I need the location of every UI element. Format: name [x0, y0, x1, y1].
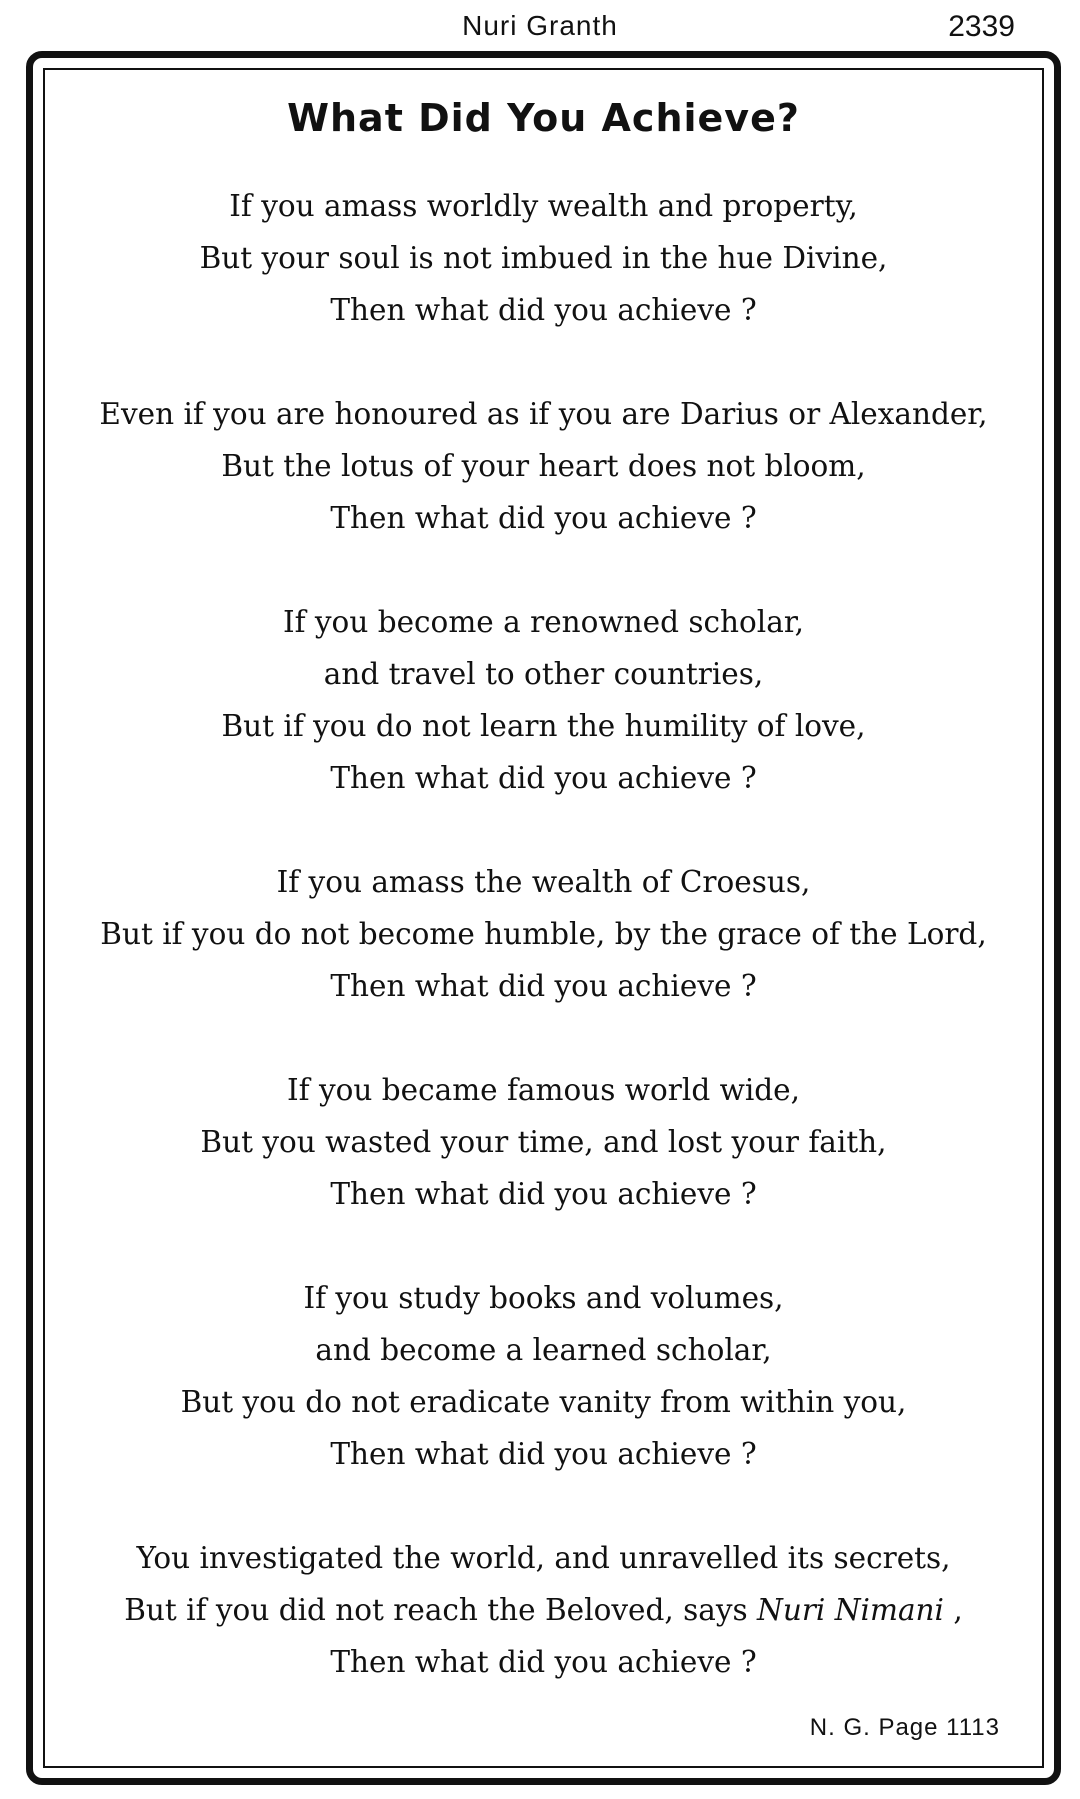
refrain-line: Then what did you achieve ? [330, 501, 757, 535]
poem-line: But the lotus of your heart does not bloom, [221, 449, 866, 483]
poem-line: But your soul is not imbued in the hue Divine, [199, 241, 888, 275]
poem-line: You investigated the world, and unravelled its secrets, [136, 1541, 951, 1575]
poem-line-text: But if you did not reach the Beloved, says [124, 1593, 748, 1627]
poem-line: But if you do not learn the humility of love, [221, 709, 866, 743]
outer-frame [26, 51, 1061, 1785]
poem-line: If you became famous world wide, [287, 1073, 800, 1107]
poem-line: But you wasted your time, and lost your faith, [200, 1125, 887, 1159]
refrain-line: Then what did you achieve ? [330, 969, 757, 1003]
poem-line: But you do not eradicate vanity from within you, [180, 1385, 907, 1419]
page-number: 2339 [948, 10, 1015, 43]
refrain-line: Then what did you achieve ? [330, 1437, 757, 1471]
book-title: Nuri Granth [462, 10, 618, 41]
stanza-2 [45, 388, 1042, 544]
poet-suffix: , [943, 1593, 963, 1627]
refrain-line: Then what did you achieve ? [330, 293, 757, 327]
stanza-6 [45, 1272, 1042, 1480]
poem-line: If you amass worldly wealth and property, [229, 189, 858, 223]
refrain-line: Then what did you achieve ? [330, 761, 757, 795]
refrain-line: Then what did you achieve ? [330, 1177, 757, 1211]
inner-frame [43, 68, 1044, 1768]
poem-body [45, 180, 1042, 1740]
page-reference: N. G. Page 1113 [809, 1714, 1000, 1741]
poem-line: If you become a renowned scholar, [282, 605, 805, 639]
poem-line: But if you do not become humble, by the grace of the Lord, [100, 917, 987, 951]
poem-title: What Did You Achieve? [287, 96, 800, 140]
poem-line: Even if you are honoured as if you are Darius or Alexander, [99, 397, 988, 431]
stanza-4 [45, 856, 1042, 1012]
poem-line: If you amass the wealth of Croesus, [276, 865, 811, 899]
stanza-5 [45, 1064, 1042, 1220]
refrain-line: Then what did you achieve ? [330, 1645, 757, 1679]
poet-name: Nuri Nimani [757, 1593, 944, 1627]
poem-line-signature [45, 1584, 1042, 1636]
stanza-7 [45, 1532, 1042, 1688]
poem-line: and become a learned scholar, [315, 1333, 772, 1367]
poem-line: If you study books and volumes, [303, 1281, 784, 1315]
stanza-3 [45, 596, 1042, 804]
running-head [0, 8, 1080, 48]
poem-line: and travel to other countries, [323, 657, 764, 691]
stanza-1 [45, 180, 1042, 336]
